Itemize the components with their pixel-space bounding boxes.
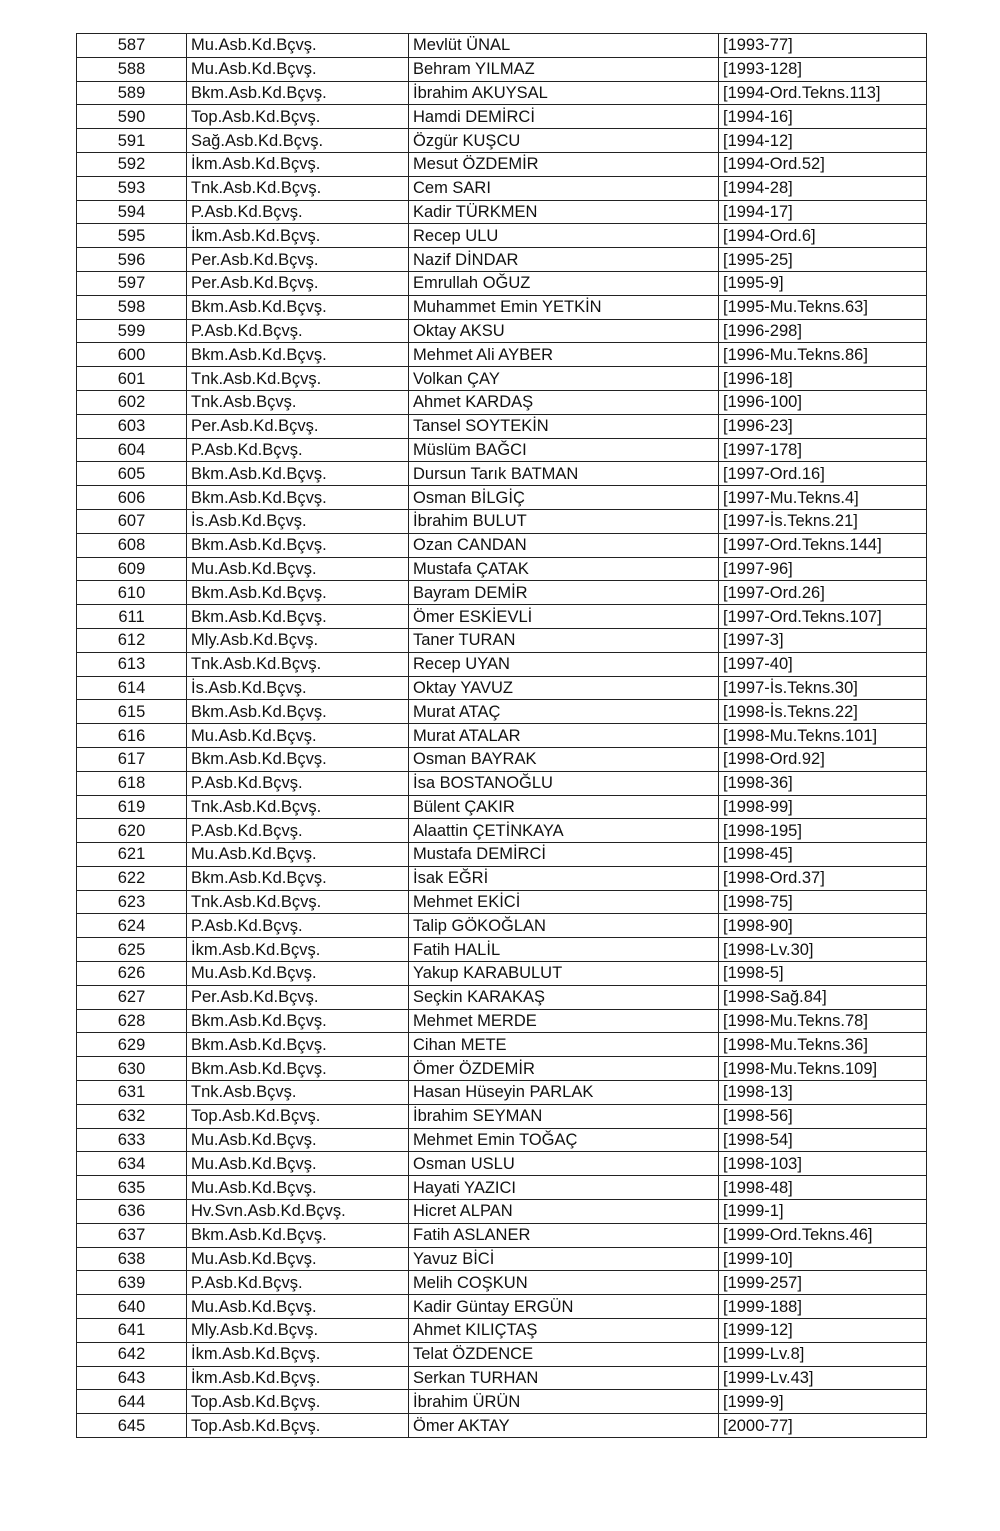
- row-number-cell: 642: [77, 1342, 187, 1366]
- table-row: [77, 390, 927, 414]
- rank-unit-cell: Tnk.Asb.Kd.Bçvş.: [187, 652, 409, 676]
- rank-unit-cell: P.Asb.Kd.Bçvş.: [187, 914, 409, 938]
- full-name-cell: Bülent ÇAKIR: [409, 795, 719, 819]
- class-ref-cell: [1999-10]: [719, 1247, 927, 1271]
- table-row: [77, 1247, 927, 1271]
- full-name-cell: Ahmet KARDAŞ: [409, 390, 719, 414]
- table-row: [77, 200, 927, 224]
- table-row: [77, 295, 927, 319]
- rank-unit-cell: Bkm.Asb.Kd.Bçvş.: [187, 1223, 409, 1247]
- table-row: [77, 319, 927, 343]
- full-name-cell: Mevlüt ÜNAL: [409, 34, 719, 58]
- rank-unit-cell: İs.Asb.Kd.Bçvş.: [187, 509, 409, 533]
- personnel-table: [76, 33, 927, 1438]
- row-number-cell: 597: [77, 271, 187, 295]
- full-name-cell: Hasan Hüseyin PARLAK: [409, 1081, 719, 1105]
- class-ref-cell: [1998-İs.Tekns.22]: [719, 700, 927, 724]
- class-ref-cell: [1996-298]: [719, 319, 927, 343]
- class-ref-cell: [1999-Lv.8]: [719, 1342, 927, 1366]
- table-row: [77, 581, 927, 605]
- class-ref-cell: [1994-Ord.Tekns.113]: [719, 81, 927, 105]
- rank-unit-cell: Per.Asb.Kd.Bçvş.: [187, 414, 409, 438]
- full-name-cell: Oktay AKSU: [409, 319, 719, 343]
- class-ref-cell: [1994-28]: [719, 176, 927, 200]
- table-row: [77, 343, 927, 367]
- class-ref-cell: [1997-178]: [719, 438, 927, 462]
- row-number-cell: 598: [77, 295, 187, 319]
- full-name-cell: Mehmet Ali AYBER: [409, 343, 719, 367]
- table-row: [77, 81, 927, 105]
- table-row: [77, 700, 927, 724]
- rank-unit-cell: Bkm.Asb.Kd.Bçvş.: [187, 581, 409, 605]
- class-ref-cell: [1999-12]: [719, 1319, 927, 1343]
- class-ref-cell: [1996-23]: [719, 414, 927, 438]
- table-row: [77, 1223, 927, 1247]
- table-row: [77, 1414, 927, 1438]
- full-name-cell: Dursun Tarık BATMAN: [409, 462, 719, 486]
- table-row: [77, 1104, 927, 1128]
- full-name-cell: Hicret ALPAN: [409, 1200, 719, 1224]
- full-name-cell: Ömer ESKİEVLİ: [409, 605, 719, 629]
- full-name-cell: Mehmet EKİCİ: [409, 890, 719, 914]
- class-ref-cell: [1994-16]: [719, 105, 927, 129]
- rank-unit-cell: Top.Asb.Kd.Bçvş.: [187, 1390, 409, 1414]
- table-row: [77, 1033, 927, 1057]
- table-row: [77, 938, 927, 962]
- rank-unit-cell: Bkm.Asb.Kd.Bçvş.: [187, 462, 409, 486]
- full-name-cell: Cihan METE: [409, 1033, 719, 1057]
- class-ref-cell: [2000-77]: [719, 1414, 927, 1438]
- class-ref-cell: [1997-3]: [719, 628, 927, 652]
- full-name-cell: İbrahim AKUYSAL: [409, 81, 719, 105]
- class-ref-cell: [1998-45]: [719, 843, 927, 867]
- class-ref-cell: [1997-96]: [719, 557, 927, 581]
- class-ref-cell: [1998-Mu.Tekns.78]: [719, 1009, 927, 1033]
- rank-unit-cell: P.Asb.Kd.Bçvş.: [187, 319, 409, 343]
- full-name-cell: Tansel SOYTEKİN: [409, 414, 719, 438]
- class-ref-cell: [1995-25]: [719, 248, 927, 272]
- rank-unit-cell: Mu.Asb.Kd.Bçvş.: [187, 1247, 409, 1271]
- full-name-cell: Recep UYAN: [409, 652, 719, 676]
- table-row: [77, 724, 927, 748]
- class-ref-cell: [1998-36]: [719, 771, 927, 795]
- full-name-cell: Volkan ÇAY: [409, 367, 719, 391]
- table-row: [77, 1176, 927, 1200]
- row-number-cell: 599: [77, 319, 187, 343]
- rank-unit-cell: Tnk.Asb.Kd.Bçvş.: [187, 890, 409, 914]
- row-number-cell: 615: [77, 700, 187, 724]
- row-number-cell: 632: [77, 1104, 187, 1128]
- rank-unit-cell: Bkm.Asb.Kd.Bçvş.: [187, 343, 409, 367]
- full-name-cell: Hamdi DEMİRCİ: [409, 105, 719, 129]
- table-row: [77, 224, 927, 248]
- rank-unit-cell: Bkm.Asb.Kd.Bçvş.: [187, 1057, 409, 1081]
- row-number-cell: 626: [77, 962, 187, 986]
- row-number-cell: 593: [77, 176, 187, 200]
- rank-unit-cell: Tnk.Asb.Kd.Bçvş.: [187, 176, 409, 200]
- rank-unit-cell: P.Asb.Kd.Bçvş.: [187, 819, 409, 843]
- rank-unit-cell: Mly.Asb.Kd.Bçvş.: [187, 628, 409, 652]
- rank-unit-cell: P.Asb.Kd.Bçvş.: [187, 200, 409, 224]
- rank-unit-cell: Sağ.Asb.Kd.Bçvş.: [187, 129, 409, 153]
- rank-unit-cell: Hv.Svn.Asb.Kd.Bçvş.: [187, 1200, 409, 1224]
- full-name-cell: Özgür KUŞCU: [409, 129, 719, 153]
- full-name-cell: Osman BAYRAK: [409, 747, 719, 771]
- full-name-cell: İbrahim ÜRÜN: [409, 1390, 719, 1414]
- row-number-cell: 617: [77, 747, 187, 771]
- rank-unit-cell: Tnk.Asb.Kd.Bçvş.: [187, 795, 409, 819]
- row-number-cell: 600: [77, 343, 187, 367]
- rank-unit-cell: Bkm.Asb.Kd.Bçvş.: [187, 1033, 409, 1057]
- table-row: [77, 605, 927, 629]
- rank-unit-cell: Bkm.Asb.Kd.Bçvş.: [187, 605, 409, 629]
- full-name-cell: Serkan TURHAN: [409, 1366, 719, 1390]
- row-number-cell: 604: [77, 438, 187, 462]
- row-number-cell: 611: [77, 605, 187, 629]
- full-name-cell: Emrullah OĞUZ: [409, 271, 719, 295]
- rank-unit-cell: İs.Asb.Kd.Bçvş.: [187, 676, 409, 700]
- class-ref-cell: [1998-Mu.Tekns.109]: [719, 1057, 927, 1081]
- class-ref-cell: [1996-100]: [719, 390, 927, 414]
- full-name-cell: Osman USLU: [409, 1152, 719, 1176]
- table-row: [77, 771, 927, 795]
- table-row: [77, 176, 927, 200]
- row-number-cell: 628: [77, 1009, 187, 1033]
- rank-unit-cell: Mly.Asb.Kd.Bçvş.: [187, 1319, 409, 1343]
- class-ref-cell: [1996-Mu.Tekns.86]: [719, 343, 927, 367]
- row-number-cell: 630: [77, 1057, 187, 1081]
- full-name-cell: Mesut ÖZDEMİR: [409, 152, 719, 176]
- rank-unit-cell: Bkm.Asb.Kd.Bçvş.: [187, 295, 409, 319]
- table-row: [77, 628, 927, 652]
- table-row: [77, 1295, 927, 1319]
- full-name-cell: Recep ULU: [409, 224, 719, 248]
- class-ref-cell: [1994-Ord.52]: [719, 152, 927, 176]
- full-name-cell: Bayram DEMİR: [409, 581, 719, 605]
- rank-unit-cell: Mu.Asb.Kd.Bçvş.: [187, 1176, 409, 1200]
- row-number-cell: 627: [77, 985, 187, 1009]
- rank-unit-cell: İkm.Asb.Kd.Bçvş.: [187, 152, 409, 176]
- rank-unit-cell: İkm.Asb.Kd.Bçvş.: [187, 938, 409, 962]
- class-ref-cell: [1994-17]: [719, 200, 927, 224]
- row-number-cell: 602: [77, 390, 187, 414]
- full-name-cell: Ozan CANDAN: [409, 533, 719, 557]
- row-number-cell: 645: [77, 1414, 187, 1438]
- full-name-cell: Fatih HALİL: [409, 938, 719, 962]
- table-row: [77, 866, 927, 890]
- rank-unit-cell: Top.Asb.Kd.Bçvş.: [187, 1414, 409, 1438]
- rank-unit-cell: Per.Asb.Kd.Bçvş.: [187, 985, 409, 1009]
- row-number-cell: 629: [77, 1033, 187, 1057]
- row-number-cell: 614: [77, 676, 187, 700]
- full-name-cell: Seçkin KARAKAŞ: [409, 985, 719, 1009]
- class-ref-cell: [1999-Lv.43]: [719, 1366, 927, 1390]
- table-row: [77, 652, 927, 676]
- row-number-cell: 595: [77, 224, 187, 248]
- rank-unit-cell: Tnk.Asb.Bçvş.: [187, 390, 409, 414]
- rank-unit-cell: P.Asb.Kd.Bçvş.: [187, 1271, 409, 1295]
- table-row: [77, 533, 927, 557]
- row-number-cell: 613: [77, 652, 187, 676]
- table-row: [77, 1342, 927, 1366]
- table-row: [77, 414, 927, 438]
- rank-unit-cell: P.Asb.Kd.Bçvş.: [187, 438, 409, 462]
- class-ref-cell: [1993-77]: [719, 34, 927, 58]
- rank-unit-cell: Mu.Asb.Kd.Bçvş.: [187, 557, 409, 581]
- full-name-cell: Taner TURAN: [409, 628, 719, 652]
- row-number-cell: 643: [77, 1366, 187, 1390]
- table-row: [77, 248, 927, 272]
- full-name-cell: Behram YILMAZ: [409, 57, 719, 81]
- class-ref-cell: [1998-90]: [719, 914, 927, 938]
- full-name-cell: Mustafa ÇATAK: [409, 557, 719, 581]
- row-number-cell: 625: [77, 938, 187, 962]
- table-row: [77, 1319, 927, 1343]
- row-number-cell: 587: [77, 34, 187, 58]
- class-ref-cell: [1998-Mu.Tekns.101]: [719, 724, 927, 748]
- row-number-cell: 605: [77, 462, 187, 486]
- full-name-cell: Mustafa DEMİRCİ: [409, 843, 719, 867]
- rank-unit-cell: Top.Asb.Kd.Bçvş.: [187, 105, 409, 129]
- rank-unit-cell: Bkm.Asb.Kd.Bçvş.: [187, 866, 409, 890]
- table-row: [77, 747, 927, 771]
- table-row: [77, 129, 927, 153]
- row-number-cell: 601: [77, 367, 187, 391]
- table-row: [77, 152, 927, 176]
- table-row: [77, 105, 927, 129]
- table-row: [77, 557, 927, 581]
- row-number-cell: 620: [77, 819, 187, 843]
- class-ref-cell: [1998-56]: [719, 1104, 927, 1128]
- row-number-cell: 603: [77, 414, 187, 438]
- table-row: [77, 914, 927, 938]
- class-ref-cell: [1997-Ord.26]: [719, 581, 927, 605]
- class-ref-cell: [1998-13]: [719, 1081, 927, 1105]
- row-number-cell: 639: [77, 1271, 187, 1295]
- full-name-cell: Osman BİLGİÇ: [409, 486, 719, 510]
- class-ref-cell: [1998-48]: [719, 1176, 927, 1200]
- rank-unit-cell: Tnk.Asb.Bçvş.: [187, 1081, 409, 1105]
- class-ref-cell: [1999-Ord.Tekns.46]: [719, 1223, 927, 1247]
- table-row: [77, 1128, 927, 1152]
- class-ref-cell: [1997-40]: [719, 652, 927, 676]
- rank-unit-cell: Mu.Asb.Kd.Bçvş.: [187, 1152, 409, 1176]
- full-name-cell: Hayati YAZICI: [409, 1176, 719, 1200]
- row-number-cell: 606: [77, 486, 187, 510]
- full-name-cell: Telat ÖZDENCE: [409, 1342, 719, 1366]
- table-body: [77, 34, 927, 1438]
- row-number-cell: 589: [77, 81, 187, 105]
- table-row: [77, 57, 927, 81]
- table-row: [77, 438, 927, 462]
- full-name-cell: Muhammet Emin YETKİN: [409, 295, 719, 319]
- row-number-cell: 618: [77, 771, 187, 795]
- class-ref-cell: [1995-9]: [719, 271, 927, 295]
- full-name-cell: Mehmet MERDE: [409, 1009, 719, 1033]
- class-ref-cell: [1998-103]: [719, 1152, 927, 1176]
- table-row: [77, 985, 927, 1009]
- row-number-cell: 607: [77, 509, 187, 533]
- class-ref-cell: [1998-99]: [719, 795, 927, 819]
- class-ref-cell: [1997-Mu.Tekns.4]: [719, 486, 927, 510]
- rank-unit-cell: Bkm.Asb.Kd.Bçvş.: [187, 81, 409, 105]
- class-ref-cell: [1998-Ord.37]: [719, 866, 927, 890]
- class-ref-cell: [1998-Ord.92]: [719, 747, 927, 771]
- row-number-cell: 596: [77, 248, 187, 272]
- table-row: [77, 1200, 927, 1224]
- rank-unit-cell: Tnk.Asb.Kd.Bçvş.: [187, 367, 409, 391]
- rank-unit-cell: Mu.Asb.Kd.Bçvş.: [187, 962, 409, 986]
- full-name-cell: İbrahim BULUT: [409, 509, 719, 533]
- rank-unit-cell: Mu.Asb.Kd.Bçvş.: [187, 1128, 409, 1152]
- row-number-cell: 622: [77, 866, 187, 890]
- table-row: [77, 962, 927, 986]
- class-ref-cell: [1996-18]: [719, 367, 927, 391]
- full-name-cell: Yakup KARABULUT: [409, 962, 719, 986]
- row-number-cell: 635: [77, 1176, 187, 1200]
- full-name-cell: İbrahim SEYMAN: [409, 1104, 719, 1128]
- class-ref-cell: [1997-Ord.Tekns.144]: [719, 533, 927, 557]
- row-number-cell: 591: [77, 129, 187, 153]
- table-row: [77, 819, 927, 843]
- row-number-cell: 592: [77, 152, 187, 176]
- rank-unit-cell: Mu.Asb.Kd.Bçvş.: [187, 34, 409, 58]
- full-name-cell: Talip GÖKOĞLAN: [409, 914, 719, 938]
- row-number-cell: 633: [77, 1128, 187, 1152]
- rank-unit-cell: İkm.Asb.Kd.Bçvş.: [187, 1366, 409, 1390]
- table-row: [77, 34, 927, 58]
- row-number-cell: 619: [77, 795, 187, 819]
- rank-unit-cell: Mu.Asb.Kd.Bçvş.: [187, 57, 409, 81]
- full-name-cell: Oktay YAVUZ: [409, 676, 719, 700]
- class-ref-cell: [1997-İs.Tekns.30]: [719, 676, 927, 700]
- row-number-cell: 610: [77, 581, 187, 605]
- row-number-cell: 636: [77, 1200, 187, 1224]
- row-number-cell: 594: [77, 200, 187, 224]
- rank-unit-cell: İkm.Asb.Kd.Bçvş.: [187, 224, 409, 248]
- full-name-cell: Nazif DİNDAR: [409, 248, 719, 272]
- table-row: [77, 367, 927, 391]
- class-ref-cell: [1998-Sağ.84]: [719, 985, 927, 1009]
- row-number-cell: 621: [77, 843, 187, 867]
- class-ref-cell: [1998-195]: [719, 819, 927, 843]
- table-row: [77, 795, 927, 819]
- class-ref-cell: [1998-54]: [719, 1128, 927, 1152]
- row-number-cell: 609: [77, 557, 187, 581]
- row-number-cell: 638: [77, 1247, 187, 1271]
- table-row: [77, 1271, 927, 1295]
- table-row: [77, 486, 927, 510]
- class-ref-cell: [1999-257]: [719, 1271, 927, 1295]
- class-ref-cell: [1997-Ord.Tekns.107]: [719, 605, 927, 629]
- rank-unit-cell: İkm.Asb.Kd.Bçvş.: [187, 1342, 409, 1366]
- class-ref-cell: [1998-75]: [719, 890, 927, 914]
- class-ref-cell: [1999-9]: [719, 1390, 927, 1414]
- rank-unit-cell: Per.Asb.Kd.Bçvş.: [187, 248, 409, 272]
- rank-unit-cell: Bkm.Asb.Kd.Bçvş.: [187, 486, 409, 510]
- row-number-cell: 588: [77, 57, 187, 81]
- class-ref-cell: [1998-Lv.30]: [719, 938, 927, 962]
- full-name-cell: Ömer AKTAY: [409, 1414, 719, 1438]
- full-name-cell: Murat ATAÇ: [409, 700, 719, 724]
- class-ref-cell: [1999-1]: [719, 1200, 927, 1224]
- table-row: [77, 676, 927, 700]
- table-row: [77, 271, 927, 295]
- class-ref-cell: [1997-Ord.16]: [719, 462, 927, 486]
- table-row: [77, 843, 927, 867]
- row-number-cell: 640: [77, 1295, 187, 1319]
- row-number-cell: 616: [77, 724, 187, 748]
- row-number-cell: 641: [77, 1319, 187, 1343]
- full-name-cell: Kadir Güntay ERGÜN: [409, 1295, 719, 1319]
- row-number-cell: 637: [77, 1223, 187, 1247]
- table-row: [77, 1152, 927, 1176]
- rank-unit-cell: Per.Asb.Kd.Bçvş.: [187, 271, 409, 295]
- class-ref-cell: [1994-Ord.6]: [719, 224, 927, 248]
- full-name-cell: Melih COŞKUN: [409, 1271, 719, 1295]
- full-name-cell: İsak EĞRİ: [409, 866, 719, 890]
- table-row: [77, 462, 927, 486]
- full-name-cell: Mehmet Emin TOĞAÇ: [409, 1128, 719, 1152]
- full-name-cell: Yavuz BİCİ: [409, 1247, 719, 1271]
- class-ref-cell: [1994-12]: [719, 129, 927, 153]
- full-name-cell: Ömer ÖZDEMİR: [409, 1057, 719, 1081]
- class-ref-cell: [1997-İs.Tekns.21]: [719, 509, 927, 533]
- document-page: [76, 33, 926, 1438]
- full-name-cell: Ahmet KILIÇTAŞ: [409, 1319, 719, 1343]
- class-ref-cell: [1993-128]: [719, 57, 927, 81]
- rank-unit-cell: Mu.Asb.Kd.Bçvş.: [187, 843, 409, 867]
- row-number-cell: 624: [77, 914, 187, 938]
- row-number-cell: 608: [77, 533, 187, 557]
- table-row: [77, 509, 927, 533]
- class-ref-cell: [1998-5]: [719, 962, 927, 986]
- full-name-cell: Kadir TÜRKMEN: [409, 200, 719, 224]
- table-row: [77, 890, 927, 914]
- table-row: [77, 1009, 927, 1033]
- rank-unit-cell: Bkm.Asb.Kd.Bçvş.: [187, 533, 409, 557]
- rank-unit-cell: Mu.Asb.Kd.Bçvş.: [187, 1295, 409, 1319]
- full-name-cell: Müslüm BAĞCI: [409, 438, 719, 462]
- row-number-cell: 631: [77, 1081, 187, 1105]
- row-number-cell: 623: [77, 890, 187, 914]
- rank-unit-cell: P.Asb.Kd.Bçvş.: [187, 771, 409, 795]
- full-name-cell: Fatih ASLANER: [409, 1223, 719, 1247]
- table-row: [77, 1081, 927, 1105]
- rank-unit-cell: Mu.Asb.Kd.Bçvş.: [187, 724, 409, 748]
- table-row: [77, 1366, 927, 1390]
- row-number-cell: 612: [77, 628, 187, 652]
- full-name-cell: Alaattin ÇETİNKAYA: [409, 819, 719, 843]
- table-row: [77, 1390, 927, 1414]
- full-name-cell: Murat ATALAR: [409, 724, 719, 748]
- class-ref-cell: [1999-188]: [719, 1295, 927, 1319]
- rank-unit-cell: Top.Asb.Kd.Bçvş.: [187, 1104, 409, 1128]
- full-name-cell: İsa BOSTANOĞLU: [409, 771, 719, 795]
- table-row: [77, 1057, 927, 1081]
- class-ref-cell: [1995-Mu.Tekns.63]: [719, 295, 927, 319]
- rank-unit-cell: Bkm.Asb.Kd.Bçvş.: [187, 1009, 409, 1033]
- row-number-cell: 634: [77, 1152, 187, 1176]
- row-number-cell: 644: [77, 1390, 187, 1414]
- full-name-cell: Cem SARI: [409, 176, 719, 200]
- rank-unit-cell: Bkm.Asb.Kd.Bçvş.: [187, 747, 409, 771]
- class-ref-cell: [1998-Mu.Tekns.36]: [719, 1033, 927, 1057]
- rank-unit-cell: Bkm.Asb.Kd.Bçvş.: [187, 700, 409, 724]
- row-number-cell: 590: [77, 105, 187, 129]
